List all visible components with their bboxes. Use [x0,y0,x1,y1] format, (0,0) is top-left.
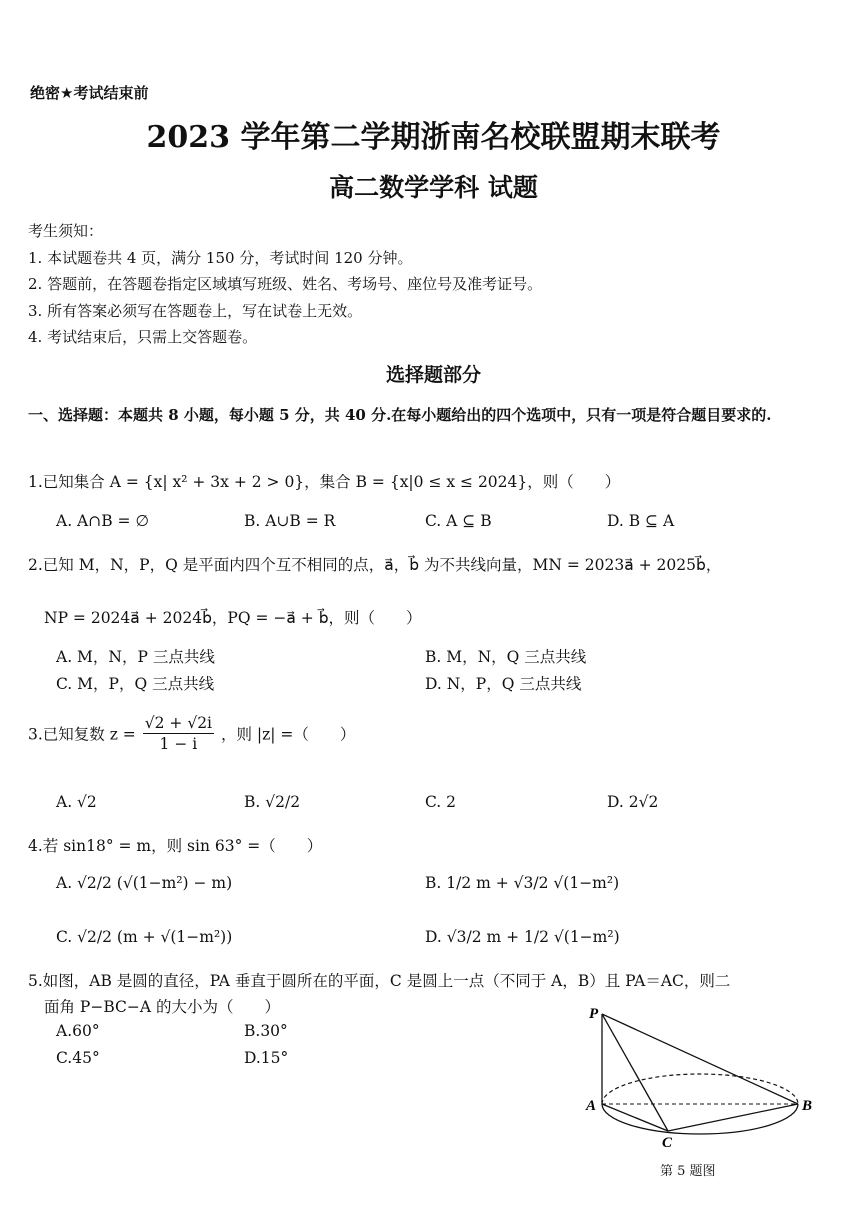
confidential-mark: 绝密★考试结束前 [30,84,149,102]
section-title: 选择题部分 [385,364,481,386]
q2-option-a: A. M，N，P 三点共线 [56,648,215,666]
question-2-stem-line1: 2.已知 M，N，P，Q 是平面内四个互不相同的点，a⃗，b⃗ 为不共线向量，MN = 2023a⃗ + 2025b⃗， [28,556,722,574]
segment-pb [602,1014,798,1104]
circle-front-arc [602,1104,798,1134]
q5-option-a: A.60° [56,1022,100,1040]
question-4-stem: 4.若 sin18° = m，则 sin 63° =（ ） [28,837,323,855]
q4-option-d: D. √3/2 m + 1/2 √(1−m²) [425,928,620,946]
question-2-stem-line2: NP = 2024a⃗ + 2024b⃗，PQ = −a⃗ + b⃗，则（ ） [44,609,422,627]
q3-option-d: D. 2√2 [607,793,659,811]
figure-caption: 第 5 题图 [660,1164,716,1179]
segment-pc [602,1014,668,1131]
notes-item: 2. 答题前，在答题卷指定区域填写班级、姓名、考场号、座位号及准考证号。 [28,275,543,293]
candidate-notes [28,218,542,351]
question-5-stem-line1: 5.如图，AB 是圆的直径，PA 垂直于圆所在的平面，C 是圆上一点（不同于 A，B）且 PA＝AC，则二 [28,972,731,990]
question-5-stem-line2: 面角 P−BC−A 的大小为（ ） [44,998,280,1016]
q1-option-d: D. B ⊆ A [607,512,675,530]
notes-item: 1. 本试题卷共 4 页，满分 150 分，考试时间 120 分钟。 [28,248,413,267]
circle-back-arc [602,1074,798,1104]
notes-item: 4. 考试结束后，只需上交答题卷。 [28,328,258,346]
q3-numerator: √2 + √2i [144,714,213,732]
q4-option-b: B. 1/2 m + √3/2 √(1−m²) [425,874,620,892]
q5-option-d: D.15° [244,1049,289,1067]
q2-option-b: B. M，N，Q 三点共线 [425,648,587,666]
q1-option-a: A. A∩B = ∅ [56,512,149,530]
q4-option-a: A. √2/2 (√(1−m²) − m) [56,874,233,892]
q3-option-c: C. 2 [425,793,457,811]
q3-stem-prefix: 3.已知复数 z = [28,725,136,744]
question-3-stem [28,713,355,754]
label-a: A [586,1098,597,1114]
question-1-stem: 1.已知集合 A = {x| x² + 3x + 2 > 0}，集合 B = {x|0 ≤ x ≤ 2024}，则（ ） [28,473,621,491]
exam-title: 2023 学年第二学期浙南名校联盟期末联考 [146,120,721,155]
q5-geometry-figure [580,1000,820,1150]
segment-bc [668,1104,798,1131]
label-p: P [589,1006,599,1022]
notes-heading: 考生须知： [28,222,104,240]
q2-option-c: C. M，P，Q 三点共线 [56,675,215,693]
q2-option-d: D. N，P，Q 三点共线 [425,675,582,693]
q3-denominator: 1 − i [159,735,198,753]
q1-option-b: B. A∪B = R [244,512,336,530]
q5-option-b: B.30° [244,1022,288,1040]
q4-option-c: C. √2/2 (m + √(1−m²)) [56,928,233,946]
q3-stem-suffix: ，则 |z| =（ ） [220,725,356,744]
q3-fraction [143,713,214,754]
q1-option-c: C. A ⊆ B [425,512,492,530]
exam-subtitle: 高二数学学科 试题 [329,173,538,202]
part-instruction: 一、选择题：本题共 8 小题，每小题 5 分，共 40 分.在每小题给出的四个选项中，只有一项是符合题目要求的. [28,406,772,424]
q3-option-b: B. √2/2 [244,793,301,811]
notes-item: 3. 所有答案必须写在答题卷上，写在试卷上无效。 [28,301,363,320]
label-c: C [662,1135,673,1150]
q5-option-c: C.45° [56,1049,100,1067]
q3-option-a: A. √2 [56,793,97,811]
label-b: B [802,1098,813,1114]
